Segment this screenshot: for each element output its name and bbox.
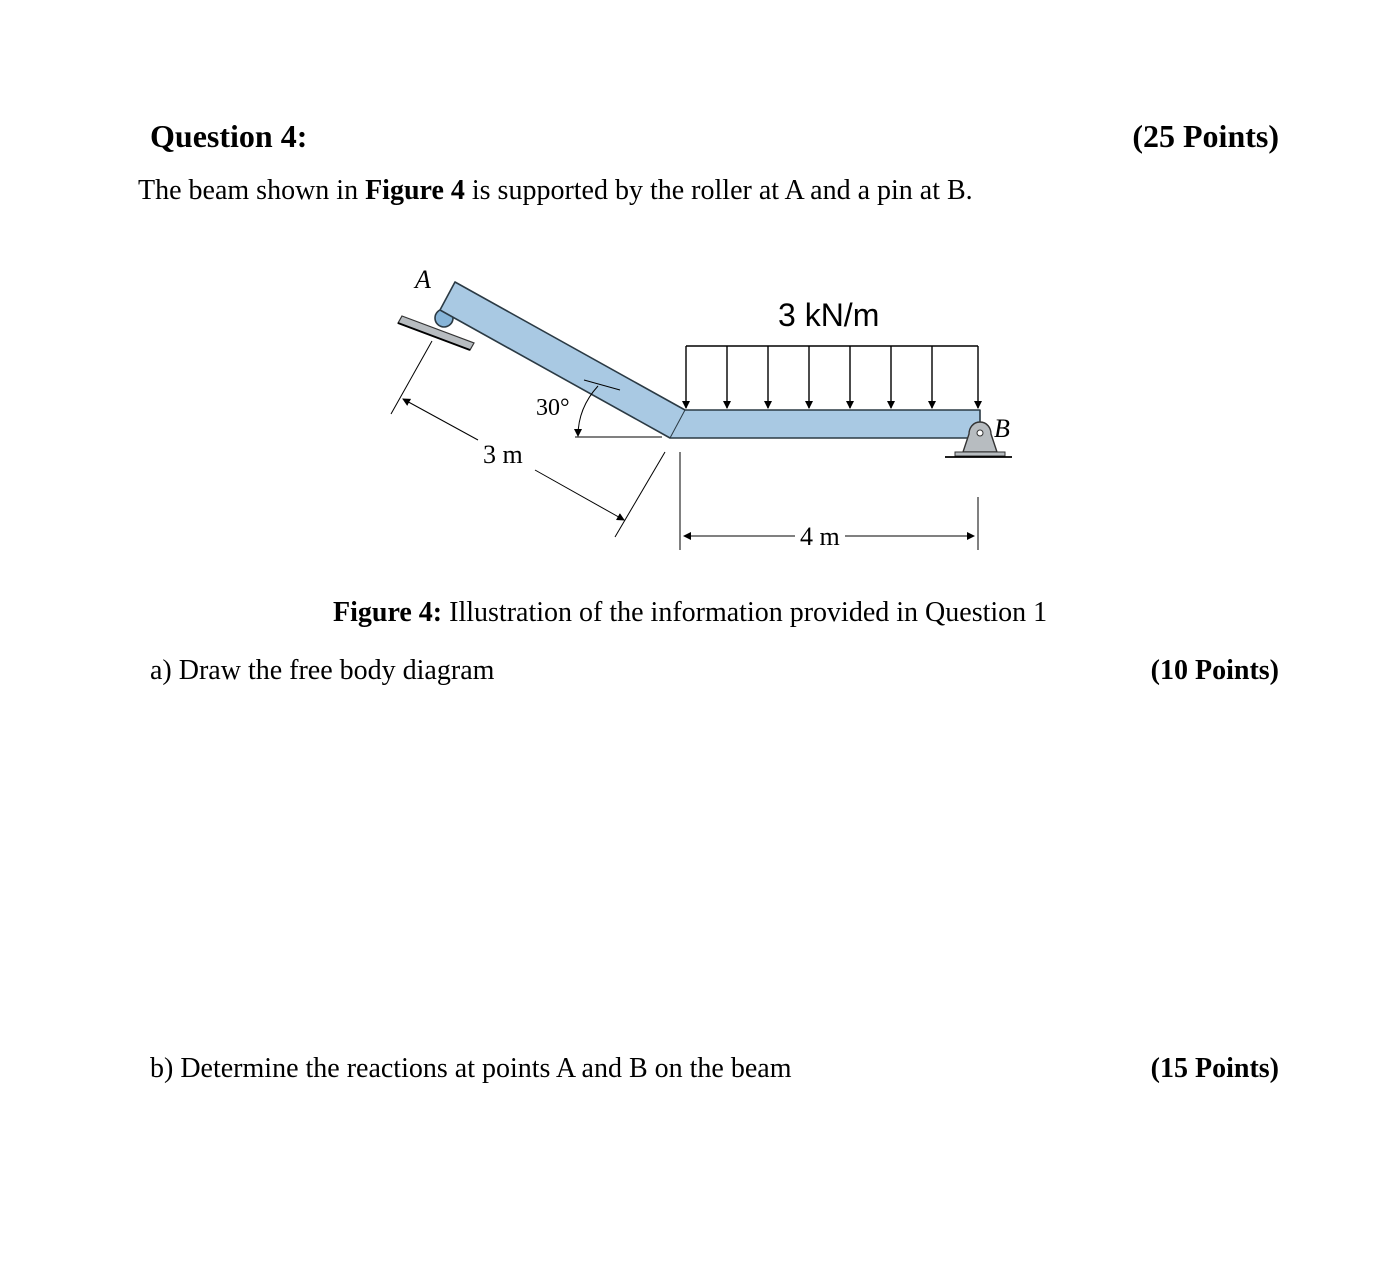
caption-label: Figure 4: bbox=[333, 597, 443, 628]
distributed-load bbox=[686, 346, 978, 408]
beam-figure bbox=[0, 0, 1382, 600]
part-a-text: a) Draw the free body diagram bbox=[150, 655, 495, 686]
part-a-points: (10 Points) bbox=[1150, 655, 1279, 686]
angle-label: 30° bbox=[536, 395, 570, 421]
question-points: (25 Points) bbox=[1132, 118, 1279, 154]
label-a: A bbox=[415, 265, 431, 294]
intro-text-after: is supported by the roller at A and a pin at B. bbox=[464, 175, 973, 206]
figure-caption bbox=[333, 597, 1047, 629]
part-b-text: b) Determine the reactions at points A and B on the beam bbox=[150, 1053, 792, 1084]
dimension-label-horizontal: 4 m bbox=[800, 522, 840, 551]
beam bbox=[440, 282, 980, 438]
load-label: 3 kN/m bbox=[778, 297, 880, 333]
part-b-points: (15 Points) bbox=[1150, 1053, 1279, 1084]
dimension-inclined bbox=[391, 341, 665, 537]
question-title: Question 4: bbox=[150, 118, 308, 154]
dimension-label-inclined: 3 m bbox=[483, 440, 523, 469]
intro-text-before: The beam shown in bbox=[138, 175, 366, 206]
caption-text: Illustration of the information provided in Question 1 bbox=[442, 597, 1048, 628]
intro-figure-ref: Figure 4 bbox=[365, 175, 465, 206]
label-b: B bbox=[994, 414, 1010, 443]
